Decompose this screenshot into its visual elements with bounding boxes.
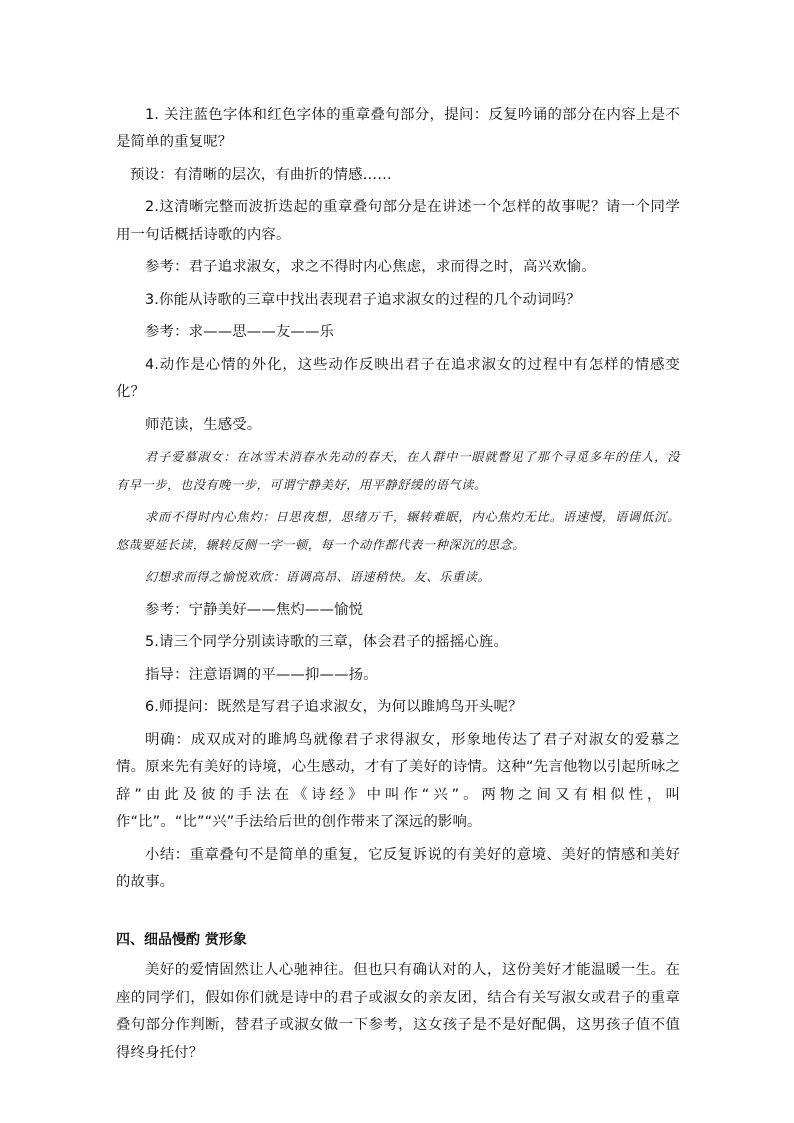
reference-4: 参考：宁静美好——焦灼——愉悦 (145, 601, 364, 618)
section-paragraph: 美好的爱情固然让人心驰神往。但也只有确认对的人，这份美好才能温暖一生。在座的同学们，假如你们就是诗中的君子或淑女的亲友团，结合有关写淑女或君子的重章叠句部分作判断，替君子或淑女做一下参考，这女孩子是不是好配偶，这男孩子值不值得终身托付？ (116, 962, 680, 1061)
question-5: 5.请三个同学分别读诗歌的三章，体会君子的摇摇心旌。 (145, 634, 509, 650)
summary: 小结：重章叠句不是简单的重复，它反复诉说的有美好的意境、美好的情感和美好的故事。 (116, 846, 680, 890)
reading-note-3: 幻想求而得之愉悦欢欣：语调高昂、语速稍快。友、乐重读。 (145, 570, 491, 584)
lesson-steps (116, 99, 680, 899)
question-3: 3.你能从诗歌的三章中找出表现君子追求淑女的过程的几个动词吗？ (145, 291, 581, 308)
section-heading: 四、细品慢酌 赏形象 (116, 932, 247, 948)
question-4: 4.动作是心情的外化，这些动作反映出君子在追求淑女的过程中有怎样的情感变化？ (116, 356, 680, 400)
question-1: 1. 关注蓝色字体和红色字体的重章叠句部分，提问：反复吟诵的部分在内容上是不是简单的重复呢？ (116, 106, 680, 150)
clarification: 明确：成双成对的雎鸠鸟就像君子求得淑女，形象地传达了君子对淑女的爱慕之情。原来先有美好的诗境，心生感动，才有了美好的诗情。这种“先言他物以引起所咏之辞”由此及彼的手法在《诗经》中叫作“兴”。两物之间又有相似性，叫作“比”。“比”“兴”手法给后世的创作带来了深远的影响。 (116, 731, 680, 830)
reading-note-2: 求而不得时内心焦灼：日思夜想，思绪万千，辗转难眠，内心焦灼无比。语速慢，语调低沉。悠哉要延长读，辗转反侧一字一顿，每一个动作都代表一种深沉的思念。 (116, 510, 680, 552)
guidance: 指导：注意语调的平——抑——扬。 (145, 666, 378, 683)
question-2: 2.这清晰完整而波折迭起的重章叠句部分是在讲述一个怎样的故事呢？请一个同学用一句话概括诗歌的内容。 (116, 199, 680, 243)
reading-note-1: 君子爱慕淑女：在冰雪未消春水先动的春天，在人群中一眼就瞥见了那个寻觅多年的佳人，没有早一步，也没有晚一步，可谓宁静美好，用平静舒缓的语气读。 (116, 450, 680, 492)
document-body (116, 99, 680, 1070)
question-6: 6.师提问：既然是写君子追求淑女，为何以雎鸠鸟开头呢？ (145, 699, 523, 715)
preset-answer: 预设：有清晰的层次，有曲折的情感…… (130, 166, 392, 183)
teacher-reading: 师范读，生感受。 (145, 416, 262, 433)
reference-2: 参考：君子追求淑女，求之不得时内心焦虑，求而得之时，高兴欢愉。 (145, 259, 596, 275)
reference-3: 参考：求——思——友——乐 (145, 324, 335, 340)
